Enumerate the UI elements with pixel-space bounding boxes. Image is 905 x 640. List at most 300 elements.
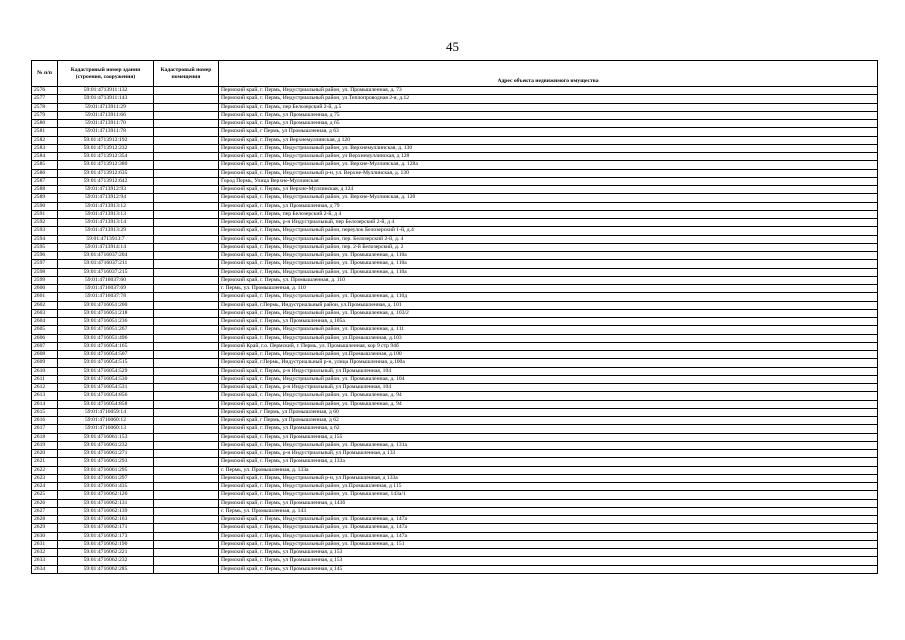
table-row	[32, 227, 878, 235]
cadastral-number: 59:01:4713913:7	[58, 235, 154, 243]
cadastral-number: 59:01:4713913:29	[58, 227, 154, 235]
row-number: 2608	[32, 351, 58, 359]
row-number: 2611	[32, 375, 58, 383]
property-address: Пермский край, г. Пермь, Индустриальный р-н, ул Промышленная, д 133а	[219, 474, 878, 482]
cadastral-number: 59:01:4716062:171	[58, 524, 154, 532]
premises-number	[154, 367, 219, 375]
premises-number	[154, 285, 219, 293]
row-number: 2630	[32, 532, 58, 540]
property-address: Пермский край, г. Пермь, Индустриальный район, ул. Промышленная, д. 147а	[219, 532, 878, 540]
property-address: Пермский край, г. Пермь, Индустриальный район, ул.Промышленная, д 115	[219, 483, 878, 491]
premises-number	[154, 120, 219, 128]
property-address: Пермский край, г Пермь, ул Промышленная, д 62	[219, 417, 878, 425]
property-address: Пермский край, г. Пермь, ул Промышленная, д 62	[219, 425, 878, 433]
cadastral-number: 59:01:4716051:236	[58, 318, 154, 326]
table-row	[32, 458, 878, 466]
table-row	[32, 359, 878, 367]
header-address: Адрес объекта недвижимого имущества	[219, 61, 878, 87]
cadastral-number: 59:01:4716054:165	[58, 342, 154, 350]
property-address: Пермский край, г. Пермь, ул Промышленная, д 75	[219, 111, 878, 119]
premises-number	[154, 87, 219, 95]
property-address: Пермский край, г. Пермь, р-н Индустриальный, ул Промышленная, д 133	[219, 450, 878, 458]
premises-number	[154, 408, 219, 416]
property-address: Пермский край, г. Пермь, Индустриальный район, ул. Промышленная, д. 110а	[219, 260, 878, 268]
cadastral-number: 59:01:4716051:200	[58, 301, 154, 309]
cadastral-number: 59:01:4713913:13	[58, 210, 154, 218]
premises-number	[154, 227, 219, 235]
row-number: 2633	[32, 557, 58, 565]
premises-number	[154, 351, 219, 359]
property-address: Пермский край, г. Пермь, Индустриальный район, пер. 2-й Белозерский, д. 2	[219, 243, 878, 251]
property-address: Пермский край, г. Пермь, Индустриальный район, ул. Промышленная, д. 110а	[219, 252, 878, 260]
table-row	[32, 285, 878, 293]
table-row	[32, 309, 878, 317]
row-number: 2578	[32, 103, 58, 111]
row-number: 2631	[32, 540, 58, 548]
table-row	[32, 367, 878, 375]
table-body	[32, 87, 878, 574]
table-row	[32, 375, 878, 383]
property-address: Пермский край, г.Пермь, Индустриальный район, ул.Промышленная, д. 101	[219, 301, 878, 309]
table-row	[32, 557, 878, 565]
row-number: 2597	[32, 260, 58, 268]
cadastral-number: 59:01:4716051:267	[58, 326, 154, 334]
table-row	[32, 235, 878, 243]
table-row	[32, 417, 878, 425]
property-address: Пермский край, г. Пермь, Индустриальный район, ул. Промышленная, д. 151	[219, 540, 878, 548]
row-number: 2612	[32, 384, 58, 392]
table-row	[32, 87, 878, 95]
property-address: Пермский край, г. Пермь, Индустриальный район, ул. Промышленная, д. 147а	[219, 524, 878, 532]
property-address: Пермский край, г. Пермь, Индустриальный район, ул.Промышленная, д.100	[219, 351, 878, 359]
property-address: Пермский край, г. Пермь, Индустриальный район, ул. Верхне-Муллинская, д. 120	[219, 194, 878, 202]
cadastral-number: 59:01:4713911:78	[58, 128, 154, 136]
premises-number	[154, 334, 219, 342]
row-number: 2606	[32, 334, 58, 342]
cadastral-number: 59:01:4713914:14	[58, 243, 154, 251]
property-address: Пермский край, г. Пермь, Индустриальный район, ул. Промышленная, д. 73	[219, 87, 878, 95]
cadastral-number: 59:01:4713912:93	[58, 186, 154, 194]
row-number: 2592	[32, 219, 58, 227]
row-number: 2577	[32, 95, 58, 103]
property-address: Пермский край, г. Пермь, Индустриальный район, ул. Промышленная, д. 131а	[219, 441, 878, 449]
cadastral-number: 59:01:4716062:285	[58, 565, 154, 573]
cadastral-number: 59:01:4716037:211	[58, 260, 154, 268]
cadastral-number: 59:01:4716061:153	[58, 433, 154, 441]
premises-number	[154, 144, 219, 152]
table-row	[32, 425, 878, 433]
cadastral-number: 59:01:4716062:139	[58, 507, 154, 515]
property-address: Пермский край, г. Пермь, Индустриальный район, ул. Промышленная, д. 147а	[219, 516, 878, 524]
row-number: 2613	[32, 392, 58, 400]
property-address: Пермский край, г. Пермь, пер Белозерский 2-й, д 4	[219, 210, 878, 218]
table-row	[32, 103, 878, 111]
property-address: Пермский край, г. Пермь, р-н Индустриальный, ул Промышленная, 104	[219, 384, 878, 392]
cadastral-number: 59:01:4716062:221	[58, 549, 154, 557]
cadastral-number: 59:01:4713911:70	[58, 120, 154, 128]
cadastral-number: 59:01:4716054:507	[58, 351, 154, 359]
premises-number	[154, 417, 219, 425]
row-number: 2576	[32, 87, 58, 95]
cadastral-number: 59:01:4713912:192	[58, 136, 154, 144]
cadastral-number: 59:01:4713911:66	[58, 111, 154, 119]
premises-number	[154, 491, 219, 499]
property-address: Пермский край, г. Пермь, Индустриальный район, переулок Белозерский 1-й, д.4	[219, 227, 878, 235]
cadastral-number: 59:01:4716062:126	[58, 491, 154, 499]
row-number: 2617	[32, 425, 58, 433]
cadastral-number: 59:01:4716062:163	[58, 516, 154, 524]
premises-number	[154, 301, 219, 309]
row-number: 2581	[32, 128, 58, 136]
table-row	[32, 177, 878, 185]
cadastral-number: 59:01:4716061:295	[58, 466, 154, 474]
cadastral-number: 59:01:4716037:69	[58, 285, 154, 293]
property-address: Пермский край, г. Пермь, Индустриальный район, ул Верхнемуллинская, д 128	[219, 153, 878, 161]
table-row	[32, 136, 878, 144]
property-address: г. Пермь, ул. Промышленная, д. 133а	[219, 466, 878, 474]
table-row	[32, 334, 878, 342]
table-row	[32, 210, 878, 218]
row-number: 2618	[32, 433, 58, 441]
cadastral-number: 59:01:4716037:215	[58, 268, 154, 276]
row-number: 2589	[32, 194, 58, 202]
table-row	[32, 186, 878, 194]
property-address: Пермский край, г. Пермь, ул Промышленная, д 153	[219, 557, 878, 565]
cadastral-number: 59:01:4713912:354	[58, 153, 154, 161]
property-address: Пермский край, г. Пермь, ул Промышленная, д 133а	[219, 458, 878, 466]
row-number: 2622	[32, 466, 58, 474]
property-address: Пермский край, г. Пермь, р-н Индустриальный, ул Промышленная, 104	[219, 367, 878, 375]
property-address: Пермский край, г. Пермь, пер Белозерский 2-й, д.5	[219, 103, 878, 111]
table-row	[32, 466, 878, 474]
property-address: Пермский край, г. Пермь, ул Верхне-Муллинская, д 124	[219, 186, 878, 194]
premises-number	[154, 293, 219, 301]
cadastral-number: 59:01:4716061:232	[58, 441, 154, 449]
property-address: Пермский край, г. Пермь, ул Промышленная, д 155	[219, 433, 878, 441]
cadastral-number: 59:01:4716054:515	[58, 359, 154, 367]
row-number: 2626	[32, 499, 58, 507]
property-address: Пермский край, г Пермь, ул Промышленная, д 63	[219, 128, 878, 136]
table-row	[32, 276, 878, 284]
premises-number	[154, 169, 219, 177]
premises-number	[154, 161, 219, 169]
premises-number	[154, 359, 219, 367]
cadastral-number: 59:01:4716061:271	[58, 450, 154, 458]
cadastral-number: 59:01:4716059:14	[58, 408, 154, 416]
header-cadastral-building: Кадастровый номер здания (строения, сооружения)	[58, 61, 154, 87]
row-number: 2634	[32, 565, 58, 573]
table-row	[32, 120, 878, 128]
table-row	[32, 483, 878, 491]
premises-number	[154, 516, 219, 524]
premises-number	[154, 260, 219, 268]
table-row	[32, 243, 878, 251]
property-address: Пермский край, г. Пермь, ул. Промышленная, д. 110	[219, 276, 878, 284]
table-row	[32, 516, 878, 524]
row-number: 2600	[32, 285, 58, 293]
cadastral-number: 59:01:4713912:94	[58, 194, 154, 202]
cadastral-number: 59:01:4716060:12	[58, 417, 154, 425]
premises-number	[154, 384, 219, 392]
premises-number	[154, 400, 219, 408]
row-number: 2587	[32, 177, 58, 185]
property-address: Пермский край, г. Пермь, Индустриальный район, ул.Промышленная, д.103	[219, 334, 878, 342]
cadastral-number: 59:01:4713912:232	[58, 144, 154, 152]
property-address: Пермский край, г. Пермь, Индустриальный район, ул. Промышленная, д. 111	[219, 326, 878, 334]
table-row	[32, 532, 878, 540]
row-number: 2629	[32, 524, 58, 532]
table-row	[32, 111, 878, 119]
property-address: Пермский край, г. Пермь, Индустриальный район, ул. Промышленная, д. 104	[219, 375, 878, 383]
property-address: г. Пермь, ул. Промышленная, д. 110	[219, 285, 878, 293]
table-row	[32, 400, 878, 408]
header-num: № п/п	[32, 61, 58, 87]
cadastral-number: 59:01:4716054:531	[58, 384, 154, 392]
premises-number	[154, 532, 219, 540]
property-address: Пермский край, г. Пермь, ул Промышленная, д 105а	[219, 318, 878, 326]
cadastral-number: 59:01:4713912:635	[58, 169, 154, 177]
cadastral-number: 59:01:4713913:14	[58, 219, 154, 227]
premises-number	[154, 450, 219, 458]
property-address: Пермский Край, г.о. Пермский, г. Пермь, ул. Промышленная, кор 9 стр 94б	[219, 342, 878, 350]
row-number: 2582	[32, 136, 58, 144]
table-row	[32, 433, 878, 441]
row-number: 2580	[32, 120, 58, 128]
cadastral-number: 59:01:4716051:218	[58, 309, 154, 317]
cadastral-number: 59:01:4713912:380	[58, 161, 154, 169]
cadastral-number: 59:01:4716062:131	[58, 499, 154, 507]
table-row	[32, 252, 878, 260]
table-row	[32, 342, 878, 350]
premises-number	[154, 392, 219, 400]
row-number: 2624	[32, 483, 58, 491]
table-row	[32, 153, 878, 161]
row-number: 2615	[32, 408, 58, 416]
property-address: Пермский край, г. Пермь, Индустриальный район, ул. Верхнемуллинская, д. 130	[219, 144, 878, 152]
premises-number	[154, 235, 219, 243]
property-registry-table	[31, 60, 878, 574]
table-row	[32, 301, 878, 309]
row-number: 2591	[32, 210, 58, 218]
premises-number	[154, 326, 219, 334]
premises-number	[154, 507, 219, 515]
property-address: Пермский край, г. Пермь, ул Промышленная, д 153	[219, 549, 878, 557]
cadastral-number: 59:01:4713911:143	[58, 95, 154, 103]
premises-number	[154, 103, 219, 111]
row-number: 2621	[32, 458, 58, 466]
table-row	[32, 450, 878, 458]
property-address: Пермский край, г. Пермь, Индустриальный район, ул. Верхне-Муллинская, д. 128а	[219, 161, 878, 169]
row-number: 2609	[32, 359, 58, 367]
cadastral-number: 59:01:4716060:13	[58, 425, 154, 433]
premises-number	[154, 458, 219, 466]
property-address: Пермский край, г. Пермь, Индустриальный район, пер. Белозерский 2-й, д. 4	[219, 235, 878, 243]
row-number: 2627	[32, 507, 58, 515]
premises-number	[154, 219, 219, 227]
row-number: 2594	[32, 235, 58, 243]
premises-number	[154, 210, 219, 218]
row-number: 2593	[32, 227, 58, 235]
cadastral-number: 59:01:4716054:858	[58, 400, 154, 408]
row-number: 2588	[32, 186, 58, 194]
property-address: Пермский край, г. Пермь, Индустриальный район, ул. Промышленная, д. 103/2	[219, 309, 878, 317]
table-row	[32, 161, 878, 169]
row-number: 2614	[32, 400, 58, 408]
row-number: 2596	[32, 252, 58, 260]
property-address: Пермский край, г Пермь, ул Промышленная, д 60	[219, 408, 878, 416]
table-row	[32, 441, 878, 449]
row-number: 2584	[32, 153, 58, 161]
cadastral-number: 59:01:4716061:435	[58, 483, 154, 491]
premises-number	[154, 342, 219, 350]
cadastral-number: 59:01:4716051:496	[58, 334, 154, 342]
cadastral-number: 59:01:4716062:173	[58, 532, 154, 540]
premises-number	[154, 128, 219, 136]
table-row	[32, 219, 878, 227]
table-row	[32, 202, 878, 210]
table-row	[32, 565, 878, 573]
property-address: Пермский край, г. Пермь, ул Промышленная, д 145	[219, 565, 878, 573]
table-row	[32, 540, 878, 548]
premises-number	[154, 276, 219, 284]
premises-number	[154, 425, 219, 433]
cadastral-number: 59:01:4716062:190	[58, 540, 154, 548]
row-number: 2598	[32, 268, 58, 276]
table-row	[32, 384, 878, 392]
premises-number	[154, 483, 219, 491]
premises-number	[154, 177, 219, 185]
premises-number	[154, 540, 219, 548]
property-address: Пермский край, г. Пермь, Индустриальный р-н, ул. Верхне-Муллинская, д. 130	[219, 169, 878, 177]
row-number: 2604	[32, 318, 58, 326]
cadastral-number: 59:01:4716061:293	[58, 458, 154, 466]
premises-number	[154, 111, 219, 119]
cadastral-number: 59:01:4716054:856	[58, 392, 154, 400]
row-number: 2616	[32, 417, 58, 425]
property-address: Пермский край, г. Пермь, Индустриальный район, ул. Промышленная, д. 94	[219, 392, 878, 400]
table-row	[32, 408, 878, 416]
property-address: Пермский край, г.Пермь, Индустриальный р-н, улица Промышленная, д.100а	[219, 359, 878, 367]
table-row	[32, 524, 878, 532]
property-address: Пермский край, г. Пермь, Индустриальный район, ул.Теплопроводная 2-я, д.12	[219, 95, 878, 103]
premises-number	[154, 375, 219, 383]
row-number: 2601	[32, 293, 58, 301]
row-number: 2603	[32, 309, 58, 317]
premises-number	[154, 194, 219, 202]
premises-number	[154, 433, 219, 441]
premises-number	[154, 557, 219, 565]
row-number: 2628	[32, 516, 58, 524]
table-row	[32, 507, 878, 515]
table-row	[32, 95, 878, 103]
property-address: Пермский край, г. Пермь, ул Промышленная, д 143б	[219, 499, 878, 507]
premises-number	[154, 243, 219, 251]
property-address: Пермский край, г. Пермь, Индустриальный район, ул. Промышленная, д. 94	[219, 400, 878, 408]
row-number: 2605	[32, 326, 58, 334]
premises-number	[154, 474, 219, 482]
cadastral-number: 59:01:4716062:232	[58, 557, 154, 565]
row-number: 2595	[32, 243, 58, 251]
table-row	[32, 351, 878, 359]
property-address: Пермский край, г. Пермь, Индустриальный район, ул. Промышленная, д. 110а	[219, 268, 878, 276]
property-address: Пермский край, г. Пермь, ул Верхнемуллинская, д 120	[219, 136, 878, 144]
cadastral-number: 59:01:4716061:297	[58, 474, 154, 482]
premises-number	[154, 318, 219, 326]
cadastral-number: 59:01:4716054:529	[58, 367, 154, 375]
cadastral-number: 59:01:4716037:78	[58, 293, 154, 301]
premises-number	[154, 441, 219, 449]
property-address: Пермский край, г. Пермь, р-н Индустриальный, пер Белозерский 2-й, д 4	[219, 219, 878, 227]
row-number: 2602	[32, 301, 58, 309]
table-row	[32, 293, 878, 301]
row-number: 2623	[32, 474, 58, 482]
table-row	[32, 144, 878, 152]
header-cadastral-premises: Кадастровый номер помещения	[154, 61, 219, 87]
property-address: Пермский край, г. Пермь, Индустриальный район, ул. Промышленная, д. 110д	[219, 293, 878, 301]
premises-number	[154, 186, 219, 194]
cadastral-number: 59:01:4713911:29	[58, 103, 154, 111]
table-row	[32, 549, 878, 557]
property-address: Пермский край, г. Пермь, Индустриальный район, ул. Промышленная, 143а/1	[219, 491, 878, 499]
table-header-row	[32, 61, 878, 87]
row-number: 2610	[32, 367, 58, 375]
table-row	[32, 318, 878, 326]
table-row	[32, 326, 878, 334]
premises-number	[154, 565, 219, 573]
table-row	[32, 268, 878, 276]
row-number: 2586	[32, 169, 58, 177]
premises-number	[154, 499, 219, 507]
row-number: 2579	[32, 111, 58, 119]
premises-number	[154, 466, 219, 474]
premises-number	[154, 95, 219, 103]
premises-number	[154, 136, 219, 144]
row-number: 2585	[32, 161, 58, 169]
cadastral-number: 59:01:4713911:132	[58, 87, 154, 95]
premises-number	[154, 153, 219, 161]
cadastral-number: 59:01:4716037:204	[58, 252, 154, 260]
row-number: 2607	[32, 342, 58, 350]
premises-number	[154, 524, 219, 532]
cadastral-number: 59:01:4713913:12	[58, 202, 154, 210]
row-number: 2632	[32, 549, 58, 557]
page-number: 45	[446, 39, 459, 54]
premises-number	[154, 268, 219, 276]
property-address: Пермский край, г. Пермь, ул Промышленная, д 65	[219, 120, 878, 128]
table-row	[32, 392, 878, 400]
row-number: 2599	[32, 276, 58, 284]
row-number: 2619	[32, 441, 58, 449]
premises-number	[154, 549, 219, 557]
table-row	[32, 260, 878, 268]
row-number: 2583	[32, 144, 58, 152]
table-row	[32, 474, 878, 482]
row-number: 2625	[32, 491, 58, 499]
property-address: г. Пермь, ул. Промышленная, д. 143	[219, 507, 878, 515]
cadastral-number: 59:01:4713912:642	[58, 177, 154, 185]
table-row	[32, 499, 878, 507]
cadastral-number: 59:01:4716037:60	[58, 276, 154, 284]
premises-number	[154, 202, 219, 210]
property-address: Город Пермь, Улица Верхне-Муллинская	[219, 177, 878, 185]
premises-number	[154, 309, 219, 317]
table-row	[32, 194, 878, 202]
cadastral-number: 59:01:4716054:530	[58, 375, 154, 383]
table-row	[32, 128, 878, 136]
table-row	[32, 491, 878, 499]
row-number: 2590	[32, 202, 58, 210]
row-number: 2620	[32, 450, 58, 458]
